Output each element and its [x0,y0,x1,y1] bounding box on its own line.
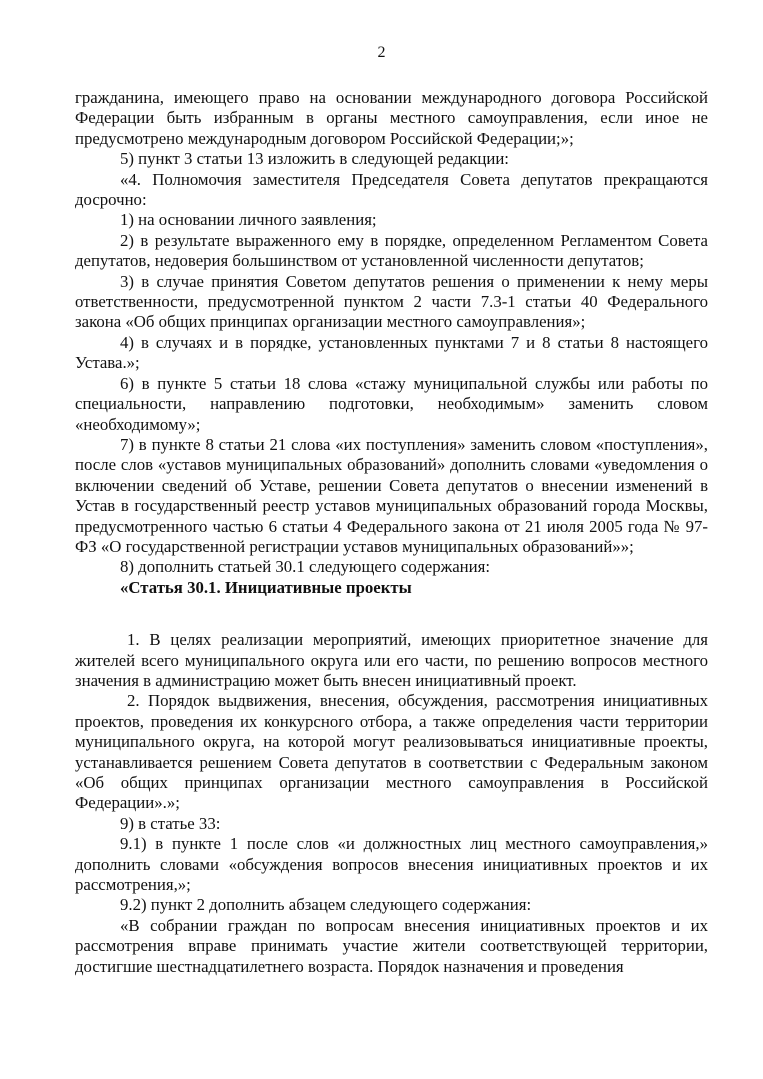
paragraph-item-9-1: 9.1) в пункте 1 после слов «и должностных лиц местного самоуправления,» дополнить словами «обсуждения вопросов внесения инициативных проектов и их рассмотрения,»; [75,834,708,895]
paragraph-continuation: гражданина, имеющего право на основании международного договора Российской Федерации быть избранным в органы местного самоуправления, если иное не предусмотрено международным договором Российской Федерации;»; [75,88,708,148]
paragraph-item-9-2: 9.2) пункт 2 дополнить абзацем следующего содержания: [120,895,532,915]
paragraph-subitem-2: 2) в результате выраженного ему в порядке, определенном Регламентом Совета депутатов, недоверия большинством от установленной численности депутатов; [75,230,708,271]
paragraph-item-6: 6) в пункте 5 статьи 18 слова «стажу муниципальной службы или работы по специальности, направлению подготовки, необходимым» заменить словом «необходимому»; [75,373,708,434]
paragraph-point-4: «4. Полномочия заместителя Председателя Совета депутатов прекращаются досрочно: [75,169,708,210]
page-number: 2 [377,44,386,61]
paragraph-article-point-2: 2. Порядок выдвижения, внесения, обсуждения, рассмотрения инициативных проектов, проведения их конкурсного отбора, а также определения части территории муниципального округа, на которой могут реализовываться инициативные проекты, устанавливается решением Совета депутатов в соответствии с Федеральным законом «Об общих принципах организации местного самоуправления в Российской Федерации».»; [75,691,708,813]
paragraph-item-7: 7) в пункте 8 статьи 21 слова «их поступления» заменить словом «поступления», после слов «уставов муниципальных образований» дополнить словами «уведомления о включении сведений об Уставе, решении Совета депутатов о внесении изменений в Устав в государственный реестр уставов муниципальных образований города Москвы, предусмотренного частью 6 статьи 4 Федерального закона от 21 июля 2005 года № 97-ФЗ «О государственной регистрации уставов муниципальных образований»»; [75,434,708,556]
paragraph-article-point-1: 1. В целях реализации мероприятий, имеющих приоритетное значение для жителей всего муниципального округа или его части, по решению вопросов местного значения в администрацию может быть внесен инициативный проект. [75,630,708,690]
document-body [75,88,708,977]
paragraph-subitem-1: 1) на основании личного заявления; [120,210,377,230]
paragraph-quote: «В собрании граждан по вопросам внесения инициативных проектов и их рассмотрения вправе принимать участие жители соответствующей территории, достигшие шестнадцатилетнего возраста. Порядок назначения и проведения [75,915,708,976]
paragraph-item-8: 8) дополнить статьей 30.1 следующего содержания: [120,557,490,577]
paragraph-subitem-4: 4) в случаях и в порядке, установленных пунктами 7 и 8 статьи 8 настоящего Устава.»; [75,332,708,373]
paragraph-subitem-3: 3) в случае принятия Советом депутатов решения о применении к нему меры ответственности, предусмотренной пунктом 2 части 7.3-1 статьи 40 Федерального закона «Об общих принципах организации местного самоуправления»; [75,271,708,332]
article-heading: «Статья 30.1. Инициативные проекты [120,577,412,597]
paragraph-item-5: 5) пункт 3 статьи 13 изложить в следующей редакции: [120,149,509,169]
paragraph-item-9: 9) в статье 33: [120,813,221,833]
spacer [75,598,708,630]
